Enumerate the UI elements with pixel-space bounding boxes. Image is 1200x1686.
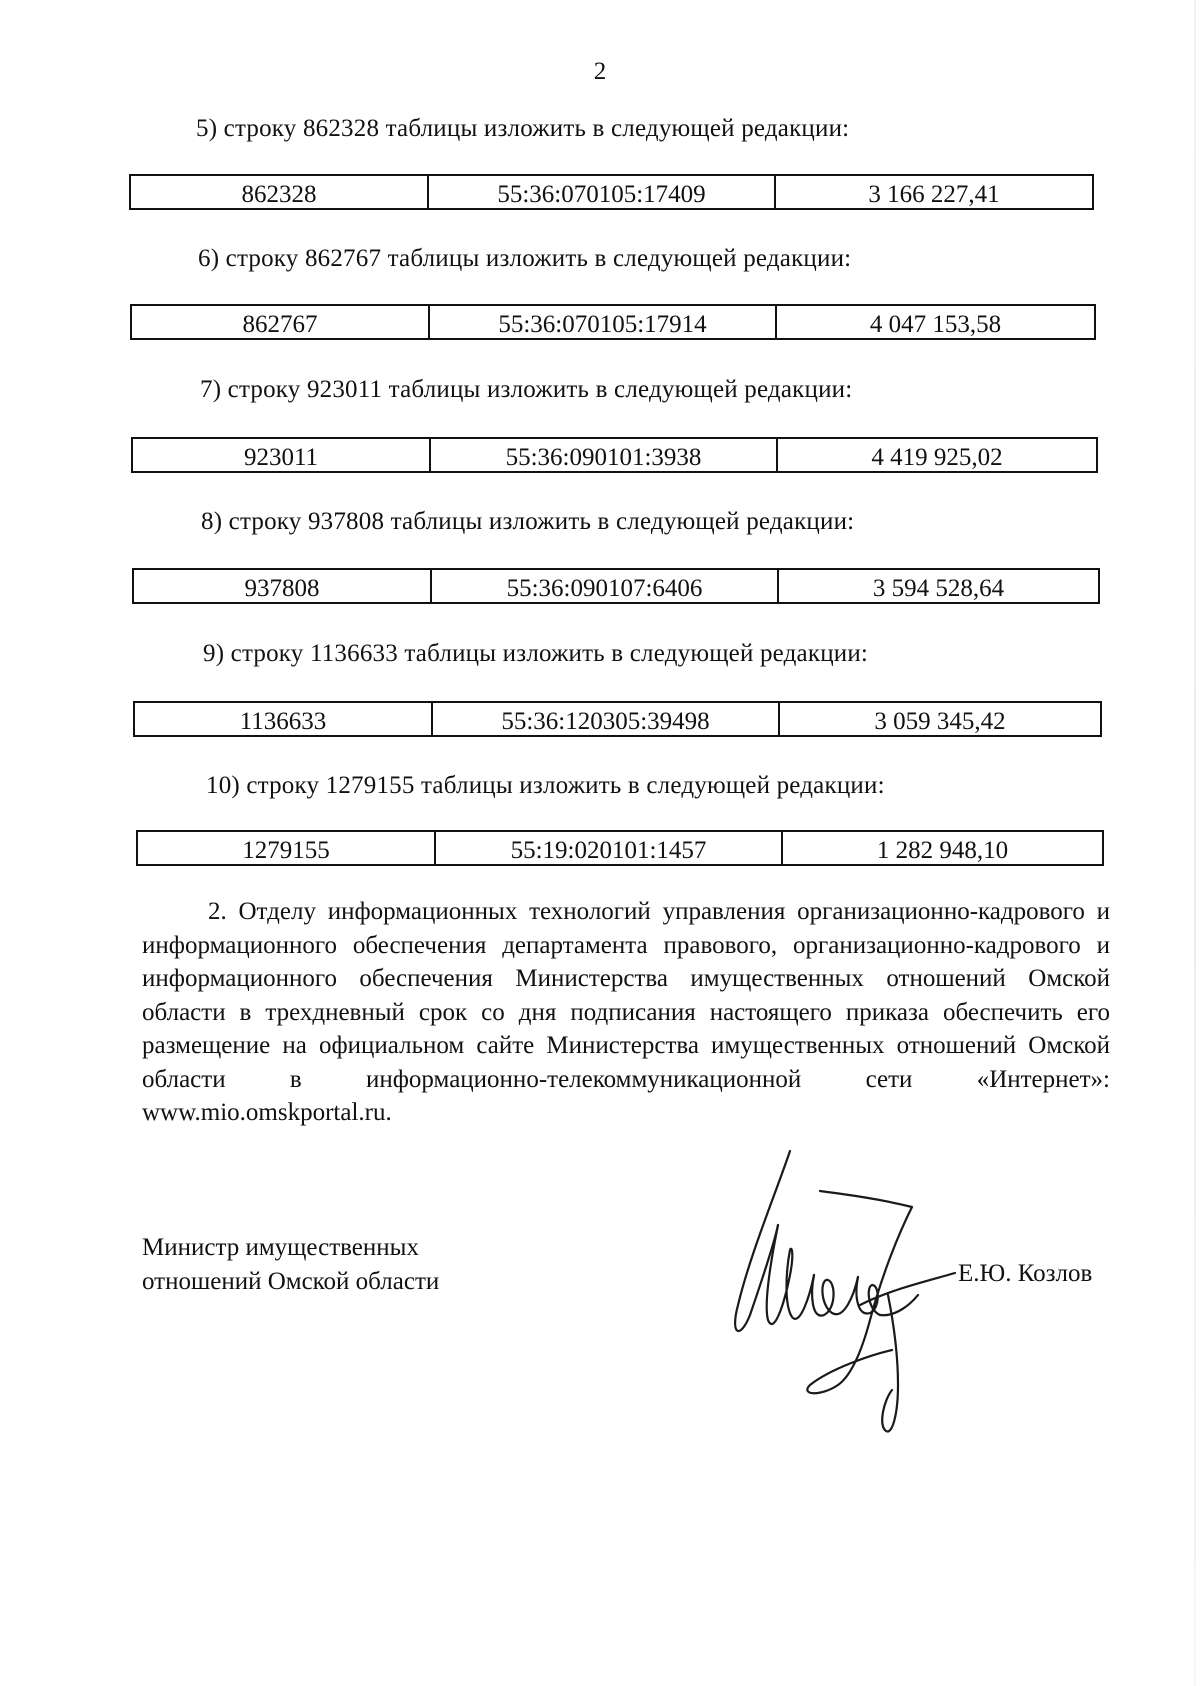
table-cell-cadastral-value: 4 419 925,02 (776, 439, 1096, 471)
amendment-heading: 7) строку 923011 таблицы изложить в следующей редакции: (200, 376, 853, 403)
page-number: 2 (593, 58, 607, 85)
amendment-table-row (136, 830, 1104, 866)
table-cell-cadastral-number: 55:36:090101:3938 (429, 439, 776, 471)
amendment-table-row (129, 174, 1094, 210)
table-cell-row-number: 862328 (241, 181, 317, 208)
amendment-heading: 10) строку 1279155 таблицы изложить в следующей редакции: (206, 772, 885, 799)
table-cell-row-number: 1279155 (242, 837, 330, 864)
website-url: www.mio.omskportal.ru. (142, 1099, 392, 1126)
table-cell-cadastral-value: 4 047 153,58 (775, 306, 1094, 338)
amendment-heading: 9) строку 1136633 таблицы изложить в следующей редакции: (203, 640, 869, 667)
amendment-table-row (130, 304, 1096, 340)
amendment-heading: 6) строку 862767 таблицы изложить в следующей редакции: (198, 245, 852, 272)
table-cell-row-number: 862767 (242, 311, 318, 338)
table-cell-cadastral-number: 55:36:070105:17914 (428, 306, 775, 338)
scan-edge-artifact (1194, 0, 1196, 1686)
table-cell-cadastral-value: 3 166 227,41 (774, 176, 1092, 208)
signer-title-line-1: Министр имущественных (142, 1234, 419, 1261)
handwritten-signature (720, 1145, 980, 1445)
table-cell-row-number: 937808 (244, 575, 320, 602)
table-cell-cadastral-value: 3 059 345,42 (778, 703, 1100, 735)
signer-name: Е.Ю. Козлов (958, 1260, 1093, 1287)
table-cell-cadastral-number: 55:36:070105:17409 (427, 176, 774, 208)
amendment-heading: 8) строку 937808 таблицы изложить в следующей редакции: (201, 508, 855, 535)
amendment-table-row (132, 568, 1100, 604)
paragraph-2 (142, 895, 1110, 1130)
table-cell-cadastral-number: 55:36:090107:6406 (430, 570, 777, 602)
table-cell-cadastral-value: 3 594 528,64 (777, 570, 1098, 602)
amendment-table-row (133, 701, 1102, 737)
signer-title (142, 1231, 439, 1299)
table-cell-row-number: 1136633 (239, 708, 327, 735)
paragraph-2-text: 2. Отделу информационных технологий управления организационно-кадрового и информационного обеспечения департамента правового, организационно-кадрового и информационного обеспечения Министерства имущественных отношений Омской области в трехдневный срок со дня подписания настоящего приказа обеспечить его размещение на официальном сайте Министерства имущественных отношений Омской области в информационно-телекоммуникационной сети «Интернет»: (142, 898, 1110, 1093)
table-cell-cadastral-number: 55:36:120305:39498 (431, 703, 778, 735)
amendment-heading: 5) строку 862328 таблицы изложить в следующей редакции: (196, 115, 850, 142)
table-cell-cadastral-value: 1 282 948,10 (781, 832, 1102, 864)
amendment-table-row (131, 437, 1098, 473)
table-cell-cadastral-number: 55:19:020101:1457 (434, 832, 781, 864)
signer-title-line-2: отношений Омской области (142, 1268, 440, 1295)
table-cell-row-number: 923011 (243, 444, 319, 471)
